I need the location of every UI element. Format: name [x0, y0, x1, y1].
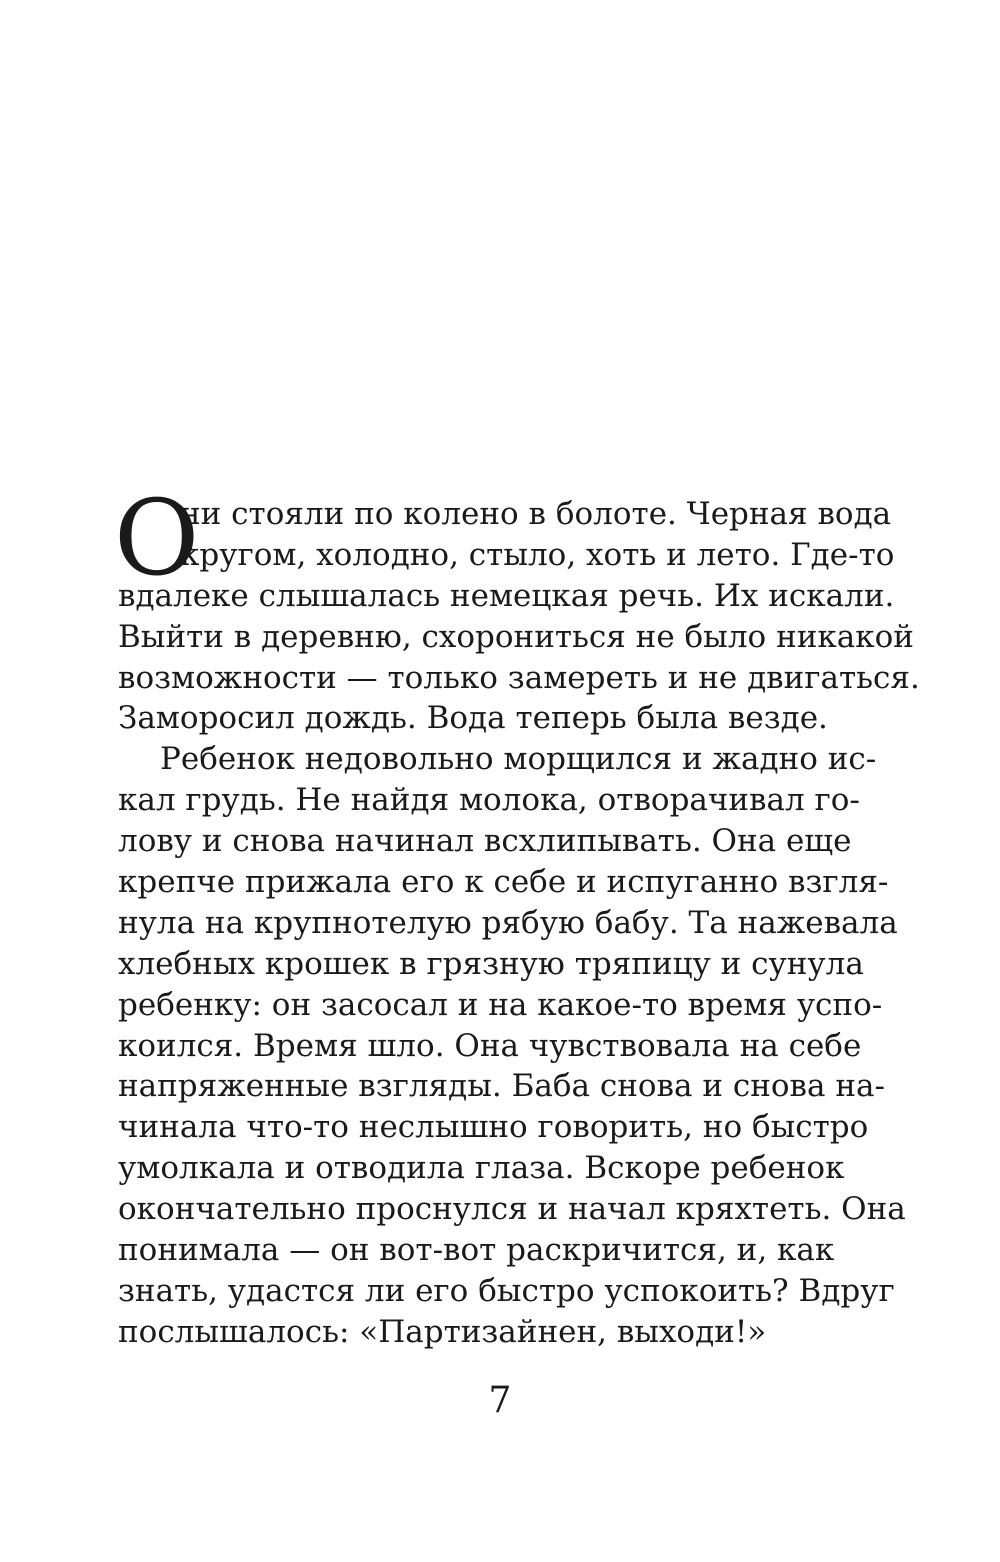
text-line: крепче прижала его к себе и испуганно взгля- — [118, 864, 889, 901]
text-line: Ребенок недовольно морщился и жадно ис- — [160, 741, 877, 778]
text-line: кругом, холодно, стыло, хоть и лето. Где-то — [180, 536, 895, 573]
text-line: кал грудь. Не найдя молока, отворачивал го- — [118, 782, 860, 819]
text-line: коился. Время шло. Она чувствовала на себе — [118, 1027, 862, 1064]
text-line: лову и снова начинал всхлипывать. Она еще — [118, 823, 852, 860]
text-line: ни стояли по колено в болоте. Черная вода — [180, 496, 892, 532]
text-line: понимала — он вот-вот раскричится, и, как — [118, 1232, 835, 1269]
text-line: знать, удастся ли его быстро успокоить? Вдруг — [118, 1272, 895, 1309]
drop-cap: О — [114, 477, 200, 599]
text-line: напряженные взгляды. Баба снова и снова на- — [118, 1068, 885, 1105]
paragraph-1 — [118, 494, 920, 739]
text-line: нула на крупнотелую рябую бабу. Та нажевала — [118, 904, 898, 941]
text-line: хлебных крошек в грязную тряпицу и сунула — [118, 945, 864, 982]
text-line: Выйти в деревню, схорониться не было никакой — [118, 618, 914, 655]
text-line: возможности — только замереть и не двигаться. — [118, 659, 920, 696]
paragraph-2 — [118, 739, 906, 1352]
text-line: чинала что-то неслышно говорить, но быстро — [118, 1109, 869, 1146]
text-line: ребенку: он засосал и на какое-то время успо- — [118, 986, 883, 1023]
text-line: вдалеке слышалась немецкая речь. Их искали. — [118, 577, 895, 614]
text-line: умолкала и отводила глаза. Вскоре ребенок — [118, 1150, 845, 1187]
body-text — [114, 477, 920, 1353]
text-line: послышалось: «Партизайнен, выходи!» — [118, 1313, 767, 1350]
text-line: окончательно проснулся и начал кряхтеть. Она — [118, 1191, 906, 1228]
page-number: 7 — [488, 1380, 512, 1421]
text-line: Заморосил дождь. Вода теперь была везде. — [118, 700, 828, 737]
